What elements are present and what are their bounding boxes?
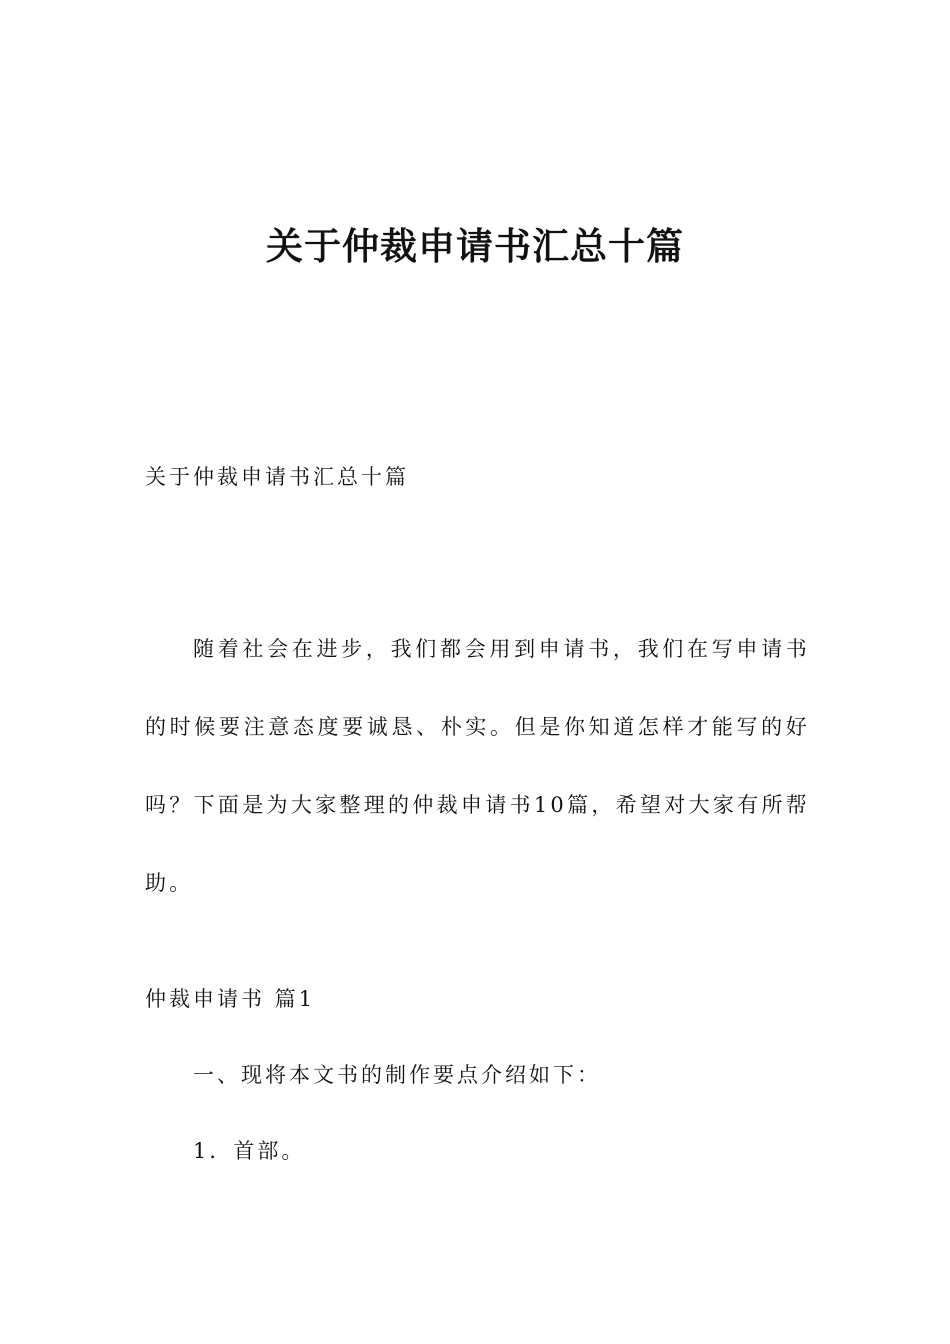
intro-paragraph: 随着社会在进步，我们都会用到申请书，我们在写申请书的时候要注意态度要诚恳、朴实。但是你知道怎样才能写的好吗？下面是为大家整理的仲裁申请书10篇，希望对大家有所帮助。 [145,637,810,895]
section-heading: 仲裁申请书 篇1 [145,987,316,1011]
document-title: 关于仲裁申请书汇总十篇 [266,225,684,268]
subtitle-line: 关于仲裁申请书汇总十篇 [145,465,409,489]
list-item-header: 1．首部。 [193,1139,306,1163]
list-item-intro: 一、现将本文书的制作要点介绍如下： [193,1063,601,1087]
